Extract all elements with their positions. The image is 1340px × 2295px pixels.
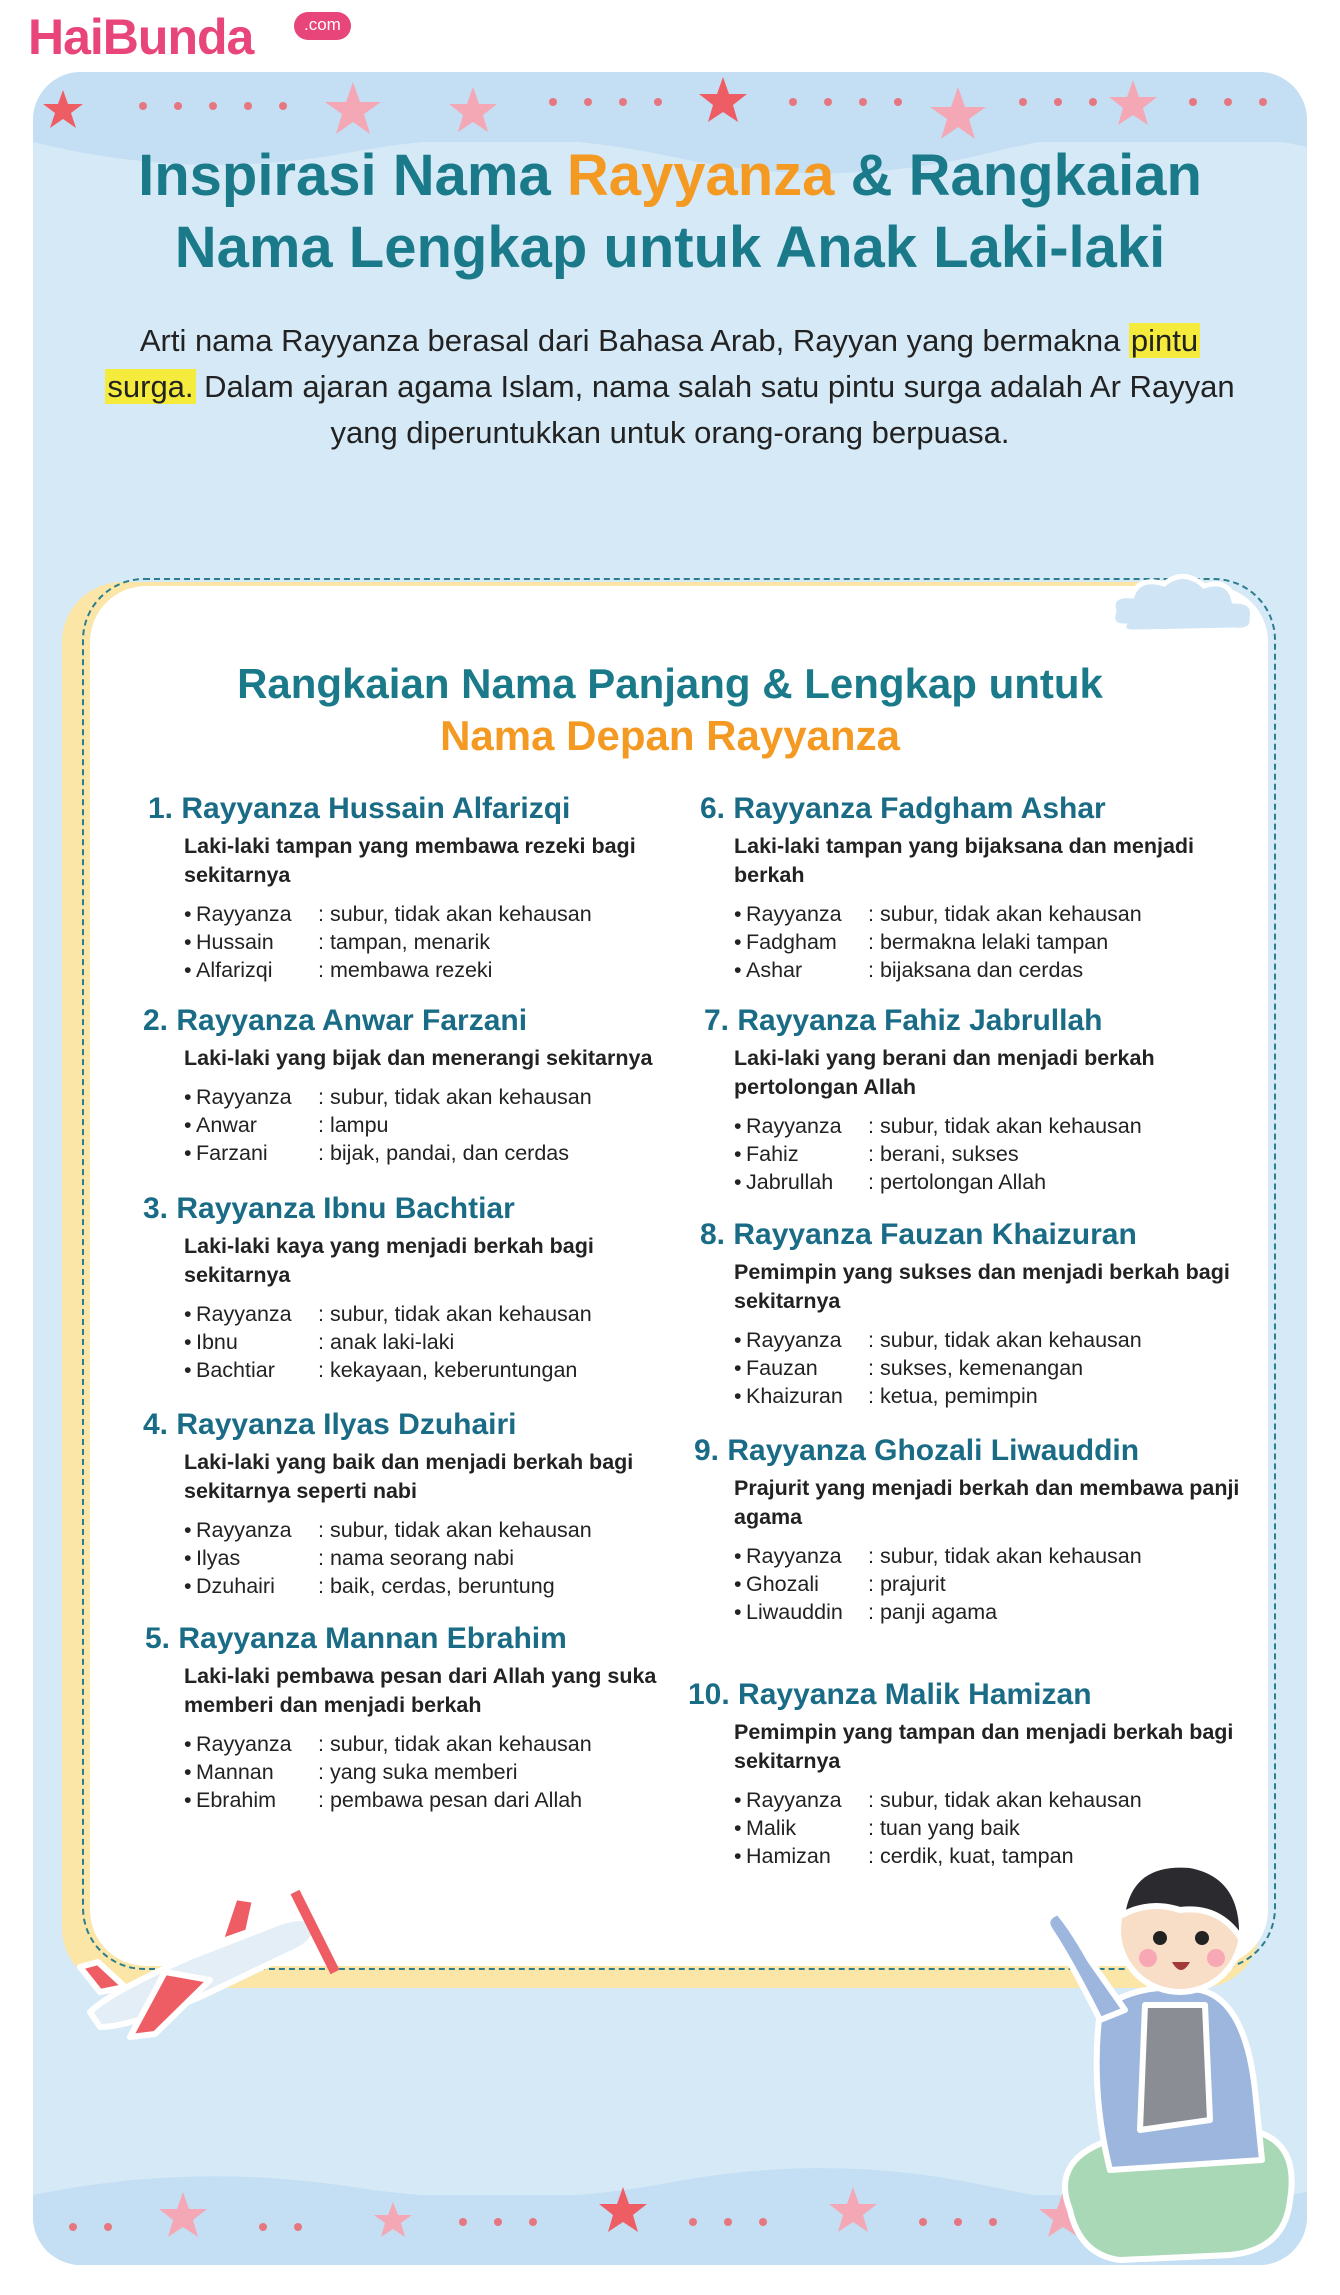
card-subtitle-highlight: Nama Depan Rayyanza [440,712,900,759]
meaning-text: : subur, tidak akan kehausan [868,1328,1142,1352]
meaning-list [734,1326,1260,1410]
meaning-word: Rayyanza [746,1114,842,1138]
meaning-word: Ilyas [196,1546,241,1570]
meaning-text: : baik, cerdas, beruntung [318,1574,555,1598]
meaning-word: Rayyanza [196,1732,292,1756]
meaning-text: : kekayaan, keberuntungan [318,1358,578,1382]
meaning-list [184,1730,705,1814]
meaning-text: : subur, tidak akan kehausan [868,1544,1142,1568]
intro-highlight2: surga. [107,369,194,404]
meaning-row: • Liwauddin : panji agama [734,1600,998,1624]
meaning-row: • Ilyas : nama seorang nabi [184,1546,515,1570]
meaning-word: Hussain [196,930,274,954]
name-entry-9 [694,1434,1254,1626]
name-description: Prajurit yang menjadi berkah dan membawa panji agama [734,1476,1240,1529]
meaning-row: • Malik : tuan yang baik [734,1816,1020,1840]
meaning-text: : membawa rezeki [318,958,493,982]
meaning-text: : panji agama [868,1600,998,1624]
name-title: 2. Rayyanza Anwar Farzani [143,1004,528,1037]
meaning-row: • Rayyanza : subur, tidak akan kehausan [184,902,592,926]
name-description: Laki-laki yang baik dan menjadi berkah bagi sekitarnya seperti nabi [184,1450,634,1503]
meaning-text: : subur, tidak akan kehausan [318,1732,592,1756]
meaning-row: • Khaizuran : ketua, pemimpin [734,1384,1038,1408]
meaning-word: Fahiz [746,1142,799,1166]
name-description: Laki-laki kaya yang menjadi berkah bagi sekitarnya [184,1234,594,1287]
boy-illustration [1030,1830,1320,2290]
name-title: 1. Rayyanza Hussain Alfarizqi [148,792,571,825]
meaning-text: : subur, tidak akan kehausan [868,902,1142,926]
meaning-word: Malik [746,1816,797,1840]
name-entry-1 [148,792,708,984]
name-title: 5. Rayyanza Mannan Ebrahim [145,1622,567,1655]
title-part2: & Rangkaian [834,143,1202,208]
name-entry-6 [700,792,1260,984]
meaning-text: : subur, tidak akan kehausan [868,1114,1142,1138]
name-title: 6. Rayyanza Fadgham Ashar [700,792,1106,825]
meaning-text: : cerdik, kuat, tampan [868,1844,1074,1868]
meaning-word: Farzani [196,1141,268,1165]
meaning-word: Rayyanza [196,1302,292,1326]
meaning-row: • Alfarizqi : membawa rezeki [184,958,493,982]
meaning-word: Fadgham [746,930,837,954]
name-title: 4. Rayyanza Ilyas Dzuhairi [143,1408,517,1441]
title-part1: Inspirasi Nama [138,143,567,208]
meaning-text: : pertolongan Allah [868,1170,1047,1194]
name-description: Laki-laki tampan yang bijaksana dan menjadi berkah [734,834,1195,887]
meaning-row: • Dzuhairi : baik, cerdas, beruntung [184,1574,555,1598]
airplane-icon [70,1862,350,2042]
meaning-list [184,1083,703,1167]
intro-text1: Arti nama Rayyanza berasal dari Bahasa Arab, Rayyan yang bermakna [139,323,1129,358]
meaning-row: • Rayyanza : subur, tidak akan kehausan [734,1788,1142,1812]
meaning-text: : bijak, pandai, dan cerdas [318,1141,569,1165]
meaning-row: • Hussain : tampan, menarik [184,930,491,954]
meaning-row: • Bachtiar : kekayaan, keberuntungan [184,1358,578,1382]
name-entry-2 [143,1004,703,1167]
meaning-row: • Rayyanza : subur, tidak akan kehausan [184,1518,592,1542]
meaning-text: : sukses, kemenangan [868,1356,1084,1380]
name-title: 7. Rayyanza Fahiz Jabrullah [704,1004,1103,1037]
meaning-text: : berani, sukses [868,1142,1019,1166]
meaning-word: Bachtiar [196,1358,275,1382]
meaning-row: • Rayyanza : subur, tidak akan kehausan [734,1544,1142,1568]
meaning-word: Rayyanza [196,1085,292,1109]
meaning-text: : prajurit [868,1572,946,1596]
name-description: Laki-laki tampan yang membawa rezeki bagi sekitarnya [184,834,636,887]
meaning-text: : lampu [318,1113,389,1137]
name-entry-8 [700,1218,1260,1410]
name-description: Laki-laki yang berani dan menjadi berkah pertolongan Allah [734,1046,1155,1099]
meaning-word: Rayyanza [196,902,292,926]
meaning-row: • Ghozali : prajurit [734,1572,946,1596]
meaning-text: : bijaksana dan cerdas [868,958,1084,982]
brand-logo-suffix: .com [294,12,351,40]
meaning-word: Hamizan [746,1844,831,1868]
intro-highlight1: pintu [1130,323,1199,358]
name-description: Pemimpin yang tampan dan menjadi berkah bagi sekitarnya [734,1720,1234,1773]
name-title: 10. Rayyanza Malik Hamizan [688,1678,1092,1711]
meaning-row: • Rayyanza : subur, tidak akan kehausan [184,1302,592,1326]
meaning-row: • Fauzan : sukses, kemenangan [734,1356,1084,1380]
name-title: 9. Rayyanza Ghozali Liwauddin [694,1434,1140,1467]
meaning-text: : anak laki-laki [318,1330,455,1354]
meaning-row: • Farzani : bijak, pandai, dan cerdas [184,1141,569,1165]
name-description: Laki-laki yang bijak dan menerangi sekitarnya [184,1046,653,1070]
meaning-word: Dzuhairi [196,1574,275,1598]
name-entry-4 [143,1408,703,1600]
meaning-list [184,1516,703,1600]
meaning-word: Khaizuran [746,1384,843,1408]
meaning-row: • Rayyanza : subur, tidak akan kehausan [734,902,1142,926]
meaning-word: Ibnu [196,1330,238,1354]
meaning-word: Rayyanza [746,902,842,926]
page-title [80,140,1260,284]
meaning-row: • Rayyanza : subur, tidak akan kehausan [184,1085,592,1109]
meaning-text: : ketua, pemimpin [868,1384,1038,1408]
meaning-list [734,1542,1254,1626]
name-entry-5 [145,1622,705,1814]
card-subtitle: Rangkaian Nama Panjang & Lengkap untuk [237,660,1103,707]
meaning-text: : nama seorang nabi [318,1546,515,1570]
meaning-row: • Rayyanza : subur, tidak akan kehausan [184,1732,592,1756]
meaning-word: Ashar [746,958,803,982]
meaning-row: • Mannan : yang suka memberi [184,1760,518,1784]
name-title: 8. Rayyanza Fauzan Khaizuran [700,1218,1137,1251]
meaning-word: Anwar [196,1113,257,1137]
meaning-row: • Fadgham : bermakna lelaki tampan [734,930,1109,954]
meaning-text: : tuan yang baik [868,1816,1020,1840]
meaning-text: : subur, tidak akan kehausan [318,902,592,926]
meaning-text: : yang suka memberi [318,1760,518,1784]
name-title: 3. Rayyanza Ibnu Bachtiar [143,1192,515,1225]
meaning-word: Mannan [196,1760,274,1784]
meaning-row: • Ibnu : anak laki-laki [184,1330,455,1354]
meaning-word: Ebrahim [196,1788,277,1812]
meaning-row: • Fahiz : berani, sukses [734,1142,1019,1166]
meaning-word: Rayyanza [746,1328,842,1352]
name-entry-3 [143,1192,703,1384]
meaning-text: : subur, tidak akan kehausan [868,1788,1142,1812]
meaning-text: : subur, tidak akan kehausan [318,1518,592,1542]
intro-text2: Dalam ajaran agama Islam, nama salah satu pintu surga adalah Ar Rayyan yang diperuntukkan untuk orang-orang berpuasa. [195,369,1235,450]
meaning-row: • Rayyanza : subur, tidak akan kehausan [734,1328,1142,1352]
meaning-word: Jabrullah [746,1170,834,1194]
name-entry-7 [704,1004,1264,1196]
meaning-word: Rayyanza [746,1788,842,1812]
title-line2: Nama Lengkap untuk Anak Laki-laki [174,215,1166,280]
name-description: Laki-laki pembawa pesan dari Allah yang suka memberi dan menjadi berkah [184,1664,657,1717]
meaning-list [184,1300,703,1384]
meaning-text: : pembawa pesan dari Allah [318,1788,583,1812]
meaning-word: Rayyanza [196,1518,292,1542]
cloud-icon [1104,566,1264,646]
intro-paragraph [95,318,1245,456]
meaning-word: Fauzan [746,1356,818,1380]
meaning-row: • Rayyanza : subur, tidak akan kehausan [734,1114,1142,1138]
brand-logo[interactable]: HaiBunda [28,9,254,65]
meaning-text: : subur, tidak akan kehausan [318,1085,592,1109]
meaning-row: • Jabrullah : pertolongan Allah [734,1170,1047,1194]
meaning-row: • Anwar : lampu [184,1113,389,1137]
meaning-text: : bermakna lelaki tampan [868,930,1109,954]
meaning-row: • Ebrahim : pembawa pesan dari Allah [184,1788,583,1812]
meaning-list [734,900,1260,984]
title-highlight: Rayyanza [566,143,835,208]
meaning-word: Liwauddin [746,1600,843,1624]
meaning-list [184,900,708,984]
meaning-text: : subur, tidak akan kehausan [318,1302,592,1326]
meaning-word: Alfarizqi [196,958,273,982]
name-description: Pemimpin yang sukses dan menjadi berkah bagi sekitarnya [734,1260,1230,1313]
meaning-row: • Ashar : bijaksana dan cerdas [734,958,1084,982]
meaning-list [734,1112,1264,1196]
meaning-word: Rayyanza [746,1544,842,1568]
meaning-text: : tampan, menarik [318,930,491,954]
meaning-row: • Hamizan : cerdik, kuat, tampan [734,1844,1074,1868]
meaning-word: Ghozali [746,1572,819,1596]
